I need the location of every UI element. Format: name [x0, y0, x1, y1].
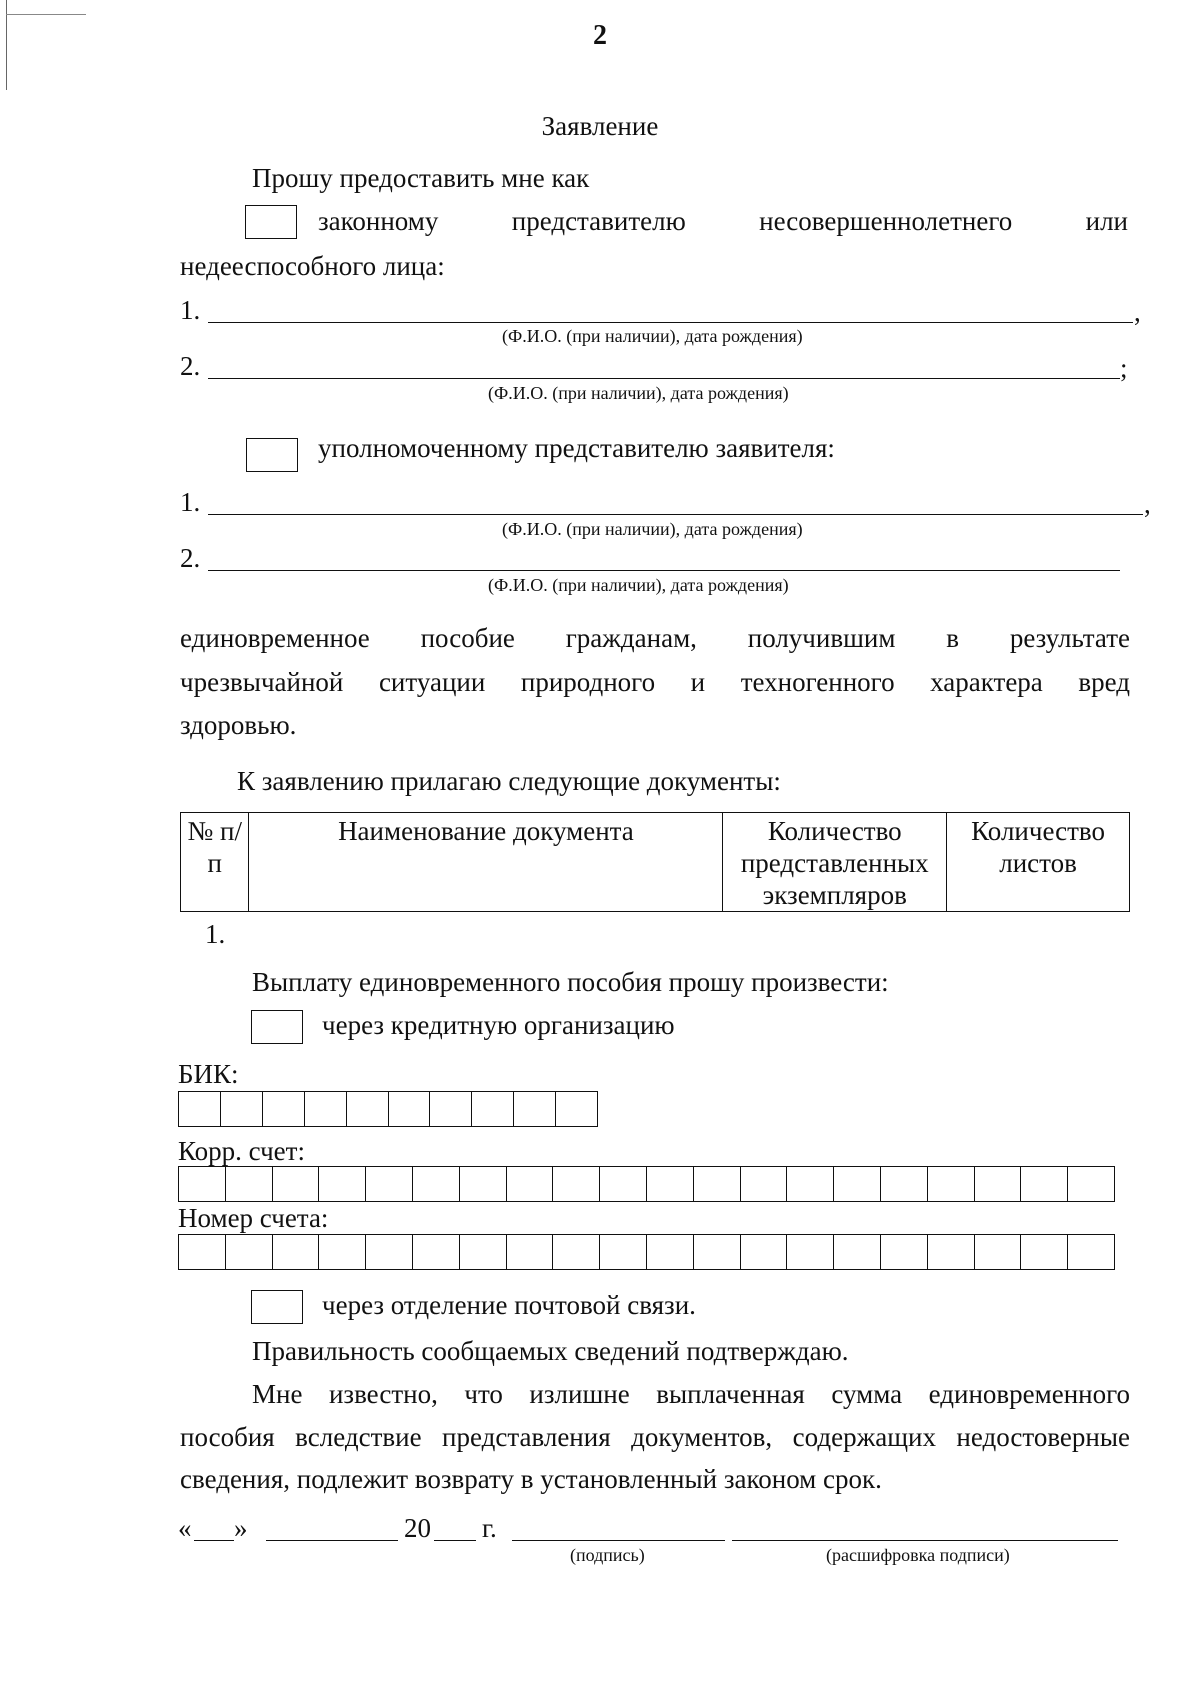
- date-quote-close: »: [234, 1513, 248, 1543]
- account-number-cell[interactable]: [412, 1235, 459, 1269]
- corr-account-cell[interactable]: [225, 1167, 272, 1201]
- corr-account-cell[interactable]: [552, 1167, 599, 1201]
- corr-account-input-grid[interactable]: [178, 1166, 1115, 1202]
- corr-account-cell[interactable]: [318, 1167, 365, 1201]
- legal-rep-word-2: представителю: [511, 206, 686, 236]
- authorized-rep-row-1-caption: (Ф.И.О. (при наличии), дата рождения): [502, 519, 803, 539]
- bik-cell[interactable]: [262, 1092, 304, 1126]
- authorized-rep-label: уполномоченному представителю заявителя:: [318, 433, 835, 463]
- corr-account-cell[interactable]: [179, 1167, 225, 1201]
- signature-decode-field[interactable]: [732, 1540, 1118, 1541]
- legal-rep-row-2-caption: (Ф.И.О. (при наличии), дата рождения): [488, 383, 789, 403]
- account-number-cell[interactable]: [552, 1235, 599, 1269]
- bik-cell[interactable]: [388, 1092, 430, 1126]
- legal-rep-row-1-field[interactable]: [208, 322, 1133, 323]
- bik-cell[interactable]: [220, 1092, 262, 1126]
- account-number-cell[interactable]: [833, 1235, 880, 1269]
- header-name: Наименование документа: [249, 813, 723, 912]
- corr-account-cell[interactable]: [459, 1167, 506, 1201]
- corr-account-cell[interactable]: [974, 1167, 1021, 1201]
- date-month-field[interactable]: [266, 1540, 398, 1541]
- document-title: Заявление: [541, 111, 659, 141]
- date-year-suffix: г.: [482, 1513, 497, 1543]
- account-number-input-grid[interactable]: [178, 1234, 1115, 1270]
- legal-rep-row-1-caption: (Ф.И.О. (при наличии), дата рождения): [502, 326, 803, 346]
- account-number-cell[interactable]: [1020, 1235, 1067, 1269]
- corr-account-cell[interactable]: [1067, 1167, 1114, 1201]
- corr-account-label: Корр. счет:: [178, 1136, 305, 1166]
- bik-cell[interactable]: [346, 1092, 388, 1126]
- bik-cell[interactable]: [471, 1092, 513, 1126]
- table-row-1-number: 1.: [205, 919, 226, 949]
- legal-rep-word-4: или: [1085, 206, 1128, 236]
- corr-account-cell[interactable]: [1020, 1167, 1067, 1201]
- awareness-line-3: сведения, подлежит возврату в установленный законом срок.: [180, 1464, 882, 1494]
- confirmation-text: Правильность сообщаемых сведений подтверждаю.: [252, 1336, 849, 1366]
- via-bank-label: через кредитную организацию: [322, 1010, 675, 1040]
- corr-account-cell[interactable]: [412, 1167, 459, 1201]
- legal-rep-word-3: несовершеннолетнего: [759, 206, 1013, 236]
- account-number-cell[interactable]: [740, 1235, 787, 1269]
- documents-table: [180, 812, 1130, 912]
- legal-rep-row-1-end: ,: [1134, 297, 1141, 327]
- scan-top-line: [6, 14, 86, 15]
- signature-decode-caption: (расшифровка подписи): [826, 1545, 1010, 1565]
- intro-text: Прошу предоставить мне как: [252, 163, 590, 193]
- account-number-cell[interactable]: [179, 1235, 225, 1269]
- account-number-cell[interactable]: [880, 1235, 927, 1269]
- benefit-text-line-3: здоровью.: [180, 710, 297, 740]
- account-number-cell[interactable]: [599, 1235, 646, 1269]
- benefit-text-line-2: чрезвычайной ситуации природного и техногенного характера вред: [180, 667, 1130, 697]
- signature-field[interactable]: [512, 1540, 725, 1541]
- benefit-text-line-1: единовременное пособие гражданам, получившим в результате: [180, 623, 1130, 653]
- legal-rep-row-1-number: 1.: [180, 295, 201, 325]
- legal-rep-checkbox[interactable]: [245, 205, 297, 239]
- corr-account-cell[interactable]: [833, 1167, 880, 1201]
- account-number-label: Номер счета:: [178, 1203, 329, 1233]
- documents-table-header: [181, 813, 1130, 912]
- corr-account-cell[interactable]: [599, 1167, 646, 1201]
- via-bank-checkbox[interactable]: [251, 1010, 303, 1044]
- date-year-prefix: 20: [404, 1513, 431, 1543]
- corr-account-cell[interactable]: [740, 1167, 787, 1201]
- date-year-field[interactable]: [434, 1540, 476, 1541]
- corr-account-cell[interactable]: [365, 1167, 412, 1201]
- bik-cell[interactable]: [555, 1092, 597, 1126]
- via-post-checkbox[interactable]: [251, 1290, 303, 1324]
- account-number-cell[interactable]: [225, 1235, 272, 1269]
- legal-rep-row-2-field[interactable]: [208, 378, 1120, 379]
- payment-intro: Выплату единовременного пособия прошу произвести:: [252, 967, 889, 997]
- authorized-rep-row-1-number: 1.: [180, 487, 201, 517]
- account-number-cell[interactable]: [506, 1235, 553, 1269]
- corr-account-cell[interactable]: [786, 1167, 833, 1201]
- date-day-field[interactable]: [194, 1540, 234, 1541]
- legal-rep-line2: недееспособного лица:: [180, 251, 445, 281]
- header-copies: Количество представленных экземпляров: [723, 813, 947, 912]
- corr-account-cell[interactable]: [927, 1167, 974, 1201]
- account-number-cell[interactable]: [927, 1235, 974, 1269]
- bik-label: БИК:: [178, 1059, 239, 1089]
- account-number-cell[interactable]: [459, 1235, 506, 1269]
- authorized-rep-row-2-caption: (Ф.И.О. (при наличии), дата рождения): [488, 575, 789, 595]
- header-sheets: Количество листов: [947, 813, 1130, 912]
- header-num: № п/п: [181, 813, 249, 912]
- account-number-cell[interactable]: [365, 1235, 412, 1269]
- page-number: 2: [593, 20, 607, 51]
- authorized-rep-row-2-field[interactable]: [208, 570, 1120, 571]
- account-number-cell[interactable]: [693, 1235, 740, 1269]
- account-number-cell[interactable]: [318, 1235, 365, 1269]
- signature-caption: (подпись): [570, 1545, 645, 1565]
- authorized-rep-checkbox[interactable]: [246, 438, 298, 472]
- account-number-cell[interactable]: [646, 1235, 693, 1269]
- account-number-cell[interactable]: [1067, 1235, 1114, 1269]
- legal-rep-word-1: законному: [318, 206, 439, 236]
- corr-account-cell[interactable]: [646, 1167, 693, 1201]
- account-number-cell[interactable]: [272, 1235, 319, 1269]
- corr-account-cell[interactable]: [693, 1167, 740, 1201]
- bik-cell[interactable]: [304, 1092, 346, 1126]
- corr-account-cell[interactable]: [880, 1167, 927, 1201]
- legal-rep-line1: [318, 205, 1128, 237]
- legal-rep-row-2-number: 2.: [180, 351, 201, 381]
- bik-cell[interactable]: [179, 1092, 220, 1126]
- awareness-line-2: пособия вследствие представления документов, содержащих недостоверные: [180, 1422, 1130, 1452]
- authorized-rep-row-1-field[interactable]: [208, 514, 1143, 515]
- account-number-cell[interactable]: [974, 1235, 1021, 1269]
- via-post-label: через отделение почтовой связи.: [322, 1290, 696, 1320]
- authorized-rep-row-1-end: ,: [1144, 489, 1151, 519]
- date-quote-open: «: [178, 1513, 192, 1543]
- corr-account-cell[interactable]: [272, 1167, 319, 1201]
- authorized-rep-row-2-number: 2.: [180, 543, 201, 573]
- legal-rep-row-2-end: ;: [1120, 353, 1128, 383]
- account-number-cell[interactable]: [786, 1235, 833, 1269]
- bik-cell[interactable]: [513, 1092, 555, 1126]
- corr-account-cell[interactable]: [506, 1167, 553, 1201]
- attachments-intro: К заявлению прилагаю следующие документы:: [237, 766, 781, 796]
- bik-input-grid[interactable]: [178, 1091, 598, 1127]
- awareness-line-1: Мне известно, что излишне выплаченная сумма единовременного: [252, 1379, 1130, 1409]
- bik-cell[interactable]: [429, 1092, 471, 1126]
